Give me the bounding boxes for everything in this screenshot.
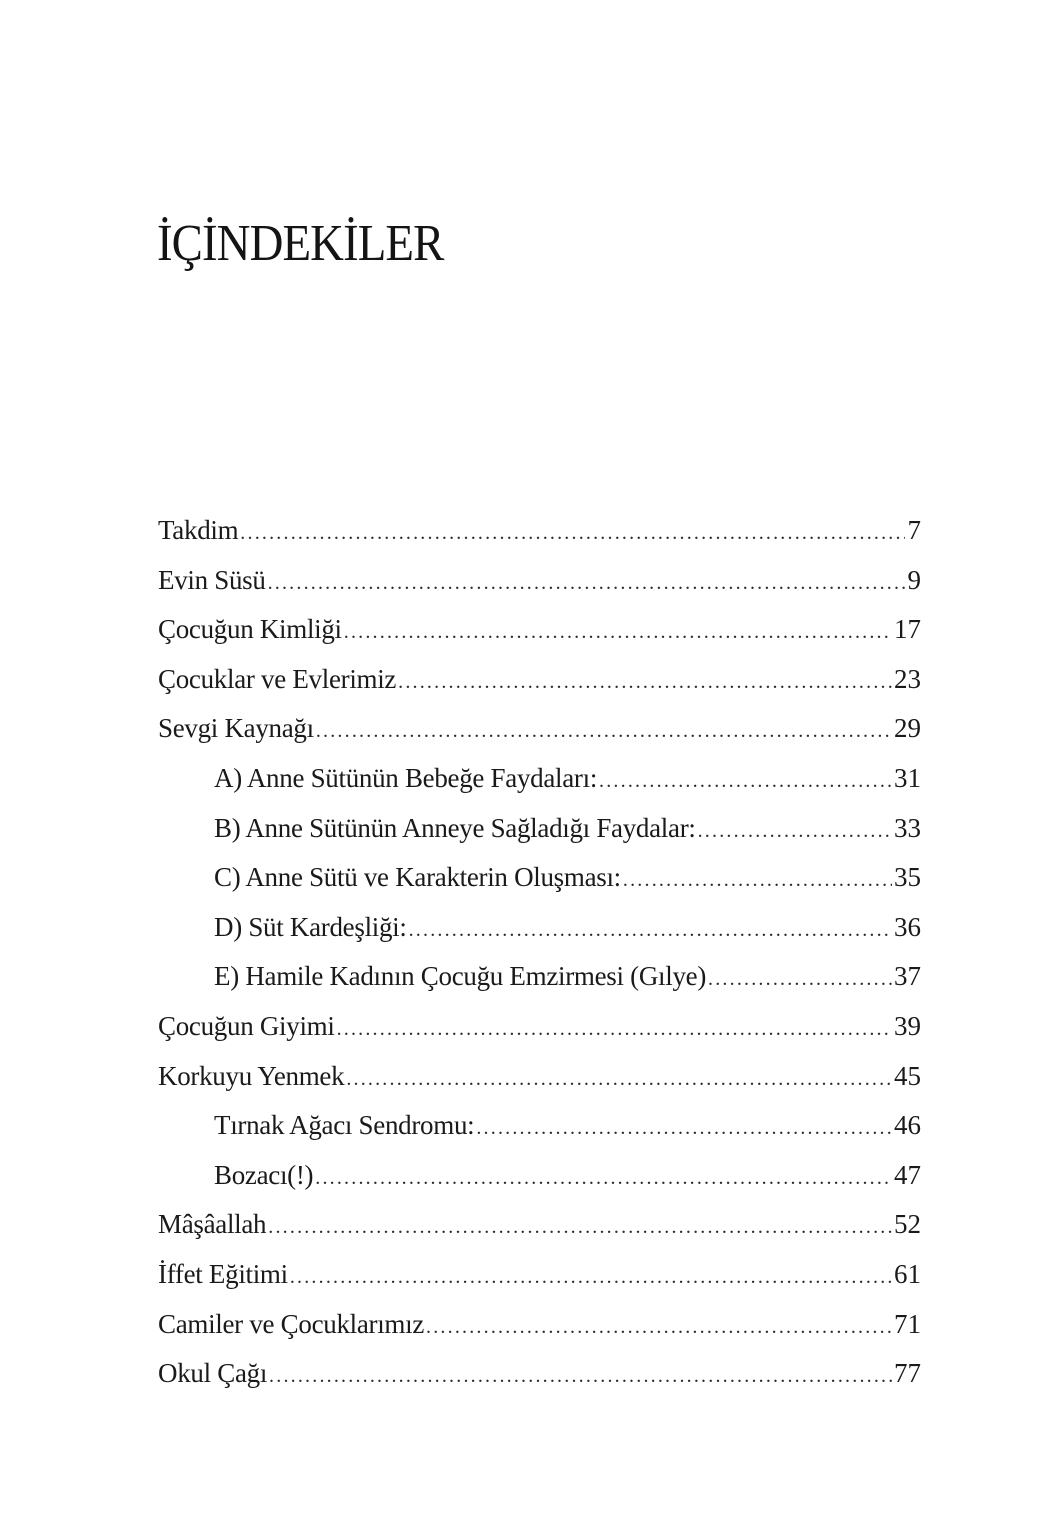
toc-entry-camiler[interactable] <box>158 1304 921 1354</box>
toc-entry-label: Mâşâallah <box>158 1209 267 1240</box>
toc-entry-page: 46 <box>894 1110 921 1141</box>
dot-leader <box>268 1207 892 1247</box>
toc-entry-page: 36 <box>894 911 921 942</box>
toc-entry-label: Çocuğun Kimliği <box>158 614 342 645</box>
toc-entry-label: B) Anne Sütünün Anneye Sağladığı Faydalar: <box>214 812 696 843</box>
toc-entry-cocugun-kimligi[interactable] <box>158 609 921 659</box>
dot-leader <box>476 1108 892 1148</box>
dot-leader <box>269 1356 892 1396</box>
toc-entry-cocugun-giyimi[interactable] <box>158 1006 921 1056</box>
toc-entry-evin-susu[interactable] <box>158 560 921 610</box>
toc-entry-iffet-egitimi[interactable] <box>158 1254 921 1304</box>
toc-entry-masaallah[interactable] <box>158 1204 921 1254</box>
toc-entry-page: 52 <box>894 1209 921 1240</box>
toc-entry-takdim[interactable] <box>158 510 921 560</box>
toc-entry-page: 37 <box>894 961 921 992</box>
toc-entry-label: Tırnak Ağacı Sendromu: <box>214 1110 475 1141</box>
toc-entry-page: 47 <box>894 1159 921 1190</box>
toc-subentry-c[interactable] <box>158 857 921 907</box>
toc-entry-label: Sevgi Kaynağı <box>158 713 314 744</box>
toc-entry-label: Korkuyu Yenmek <box>158 1060 345 1091</box>
toc-entry-label: Okul Çağı <box>158 1358 268 1389</box>
toc-entry-page: 77 <box>894 1358 921 1389</box>
dot-leader <box>698 811 892 851</box>
toc-entry-page: 45 <box>894 1060 921 1091</box>
dot-leader <box>344 612 892 652</box>
toc-entry-label: Çocuğun Giyimi <box>158 1010 335 1041</box>
toc-entry-page: 35 <box>894 862 921 893</box>
toc-entry-label: Evin Süsü <box>158 564 266 595</box>
dot-leader <box>337 1009 892 1049</box>
toc-entry-label: Bozacı(!) <box>214 1159 314 1190</box>
toc-subentry-d[interactable] <box>158 907 921 957</box>
toc-entry-label: Camiler ve Çocuklarımız <box>158 1308 425 1339</box>
toc-entry-label: İffet Eğitimi <box>158 1258 288 1289</box>
toc-entry-okul-cagi[interactable] <box>158 1353 921 1403</box>
toc-subentry-b[interactable] <box>158 808 921 858</box>
table-of-contents <box>158 510 921 1403</box>
dot-leader <box>409 910 892 950</box>
toc-entry-page: 31 <box>894 762 921 793</box>
dot-leader <box>708 959 892 999</box>
toc-subentry-tirnak-agaci[interactable] <box>158 1105 921 1155</box>
dot-leader <box>290 1257 892 1297</box>
toc-subentry-bozaci[interactable] <box>158 1155 921 1205</box>
toc-entry-page: 23 <box>894 663 921 694</box>
toc-subentry-e[interactable] <box>158 956 921 1006</box>
toc-entry-page: 7 <box>907 515 921 545</box>
toc-entry-label: E) Hamile Kadının Çocuğu Emzirmesi (Gılye) <box>214 961 707 992</box>
dot-leader <box>599 761 892 801</box>
toc-entry-page: 33 <box>894 812 921 843</box>
dot-leader <box>268 563 905 603</box>
toc-entry-korkuyu-yenmek[interactable] <box>158 1056 921 1106</box>
dot-leader <box>426 1307 892 1347</box>
dot-leader <box>346 1059 892 1099</box>
toc-entry-page: 39 <box>894 1010 921 1041</box>
dot-leader <box>240 513 905 553</box>
toc-entry-page: 29 <box>894 713 921 744</box>
toc-entry-page: 61 <box>894 1258 921 1289</box>
toc-entry-sevgi-kaynagi[interactable] <box>158 708 921 758</box>
page-title: İÇİNDEKİLER <box>157 215 444 272</box>
dot-leader <box>398 662 892 702</box>
dot-leader <box>316 711 892 751</box>
toc-entry-page: 9 <box>907 564 921 595</box>
toc-subentry-a[interactable] <box>158 758 921 808</box>
toc-entry-page: 71 <box>894 1308 921 1339</box>
toc-entry-label: Çocuklar ve Evlerimiz <box>158 663 397 694</box>
dot-leader <box>623 860 892 900</box>
toc-entry-page: 17 <box>894 614 921 645</box>
toc-entry-label: Takdim <box>158 515 239 545</box>
toc-entry-label: C) Anne Sütü ve Karakterin Oluşması: <box>214 862 621 893</box>
toc-entry-label: A) Anne Sütünün Bebeğe Faydaları: <box>214 762 598 793</box>
toc-entry-label: D) Süt Kardeşliği: <box>214 911 407 942</box>
dot-leader <box>315 1158 892 1198</box>
toc-entry-cocuklar-ve-evlerimiz[interactable] <box>158 659 921 709</box>
